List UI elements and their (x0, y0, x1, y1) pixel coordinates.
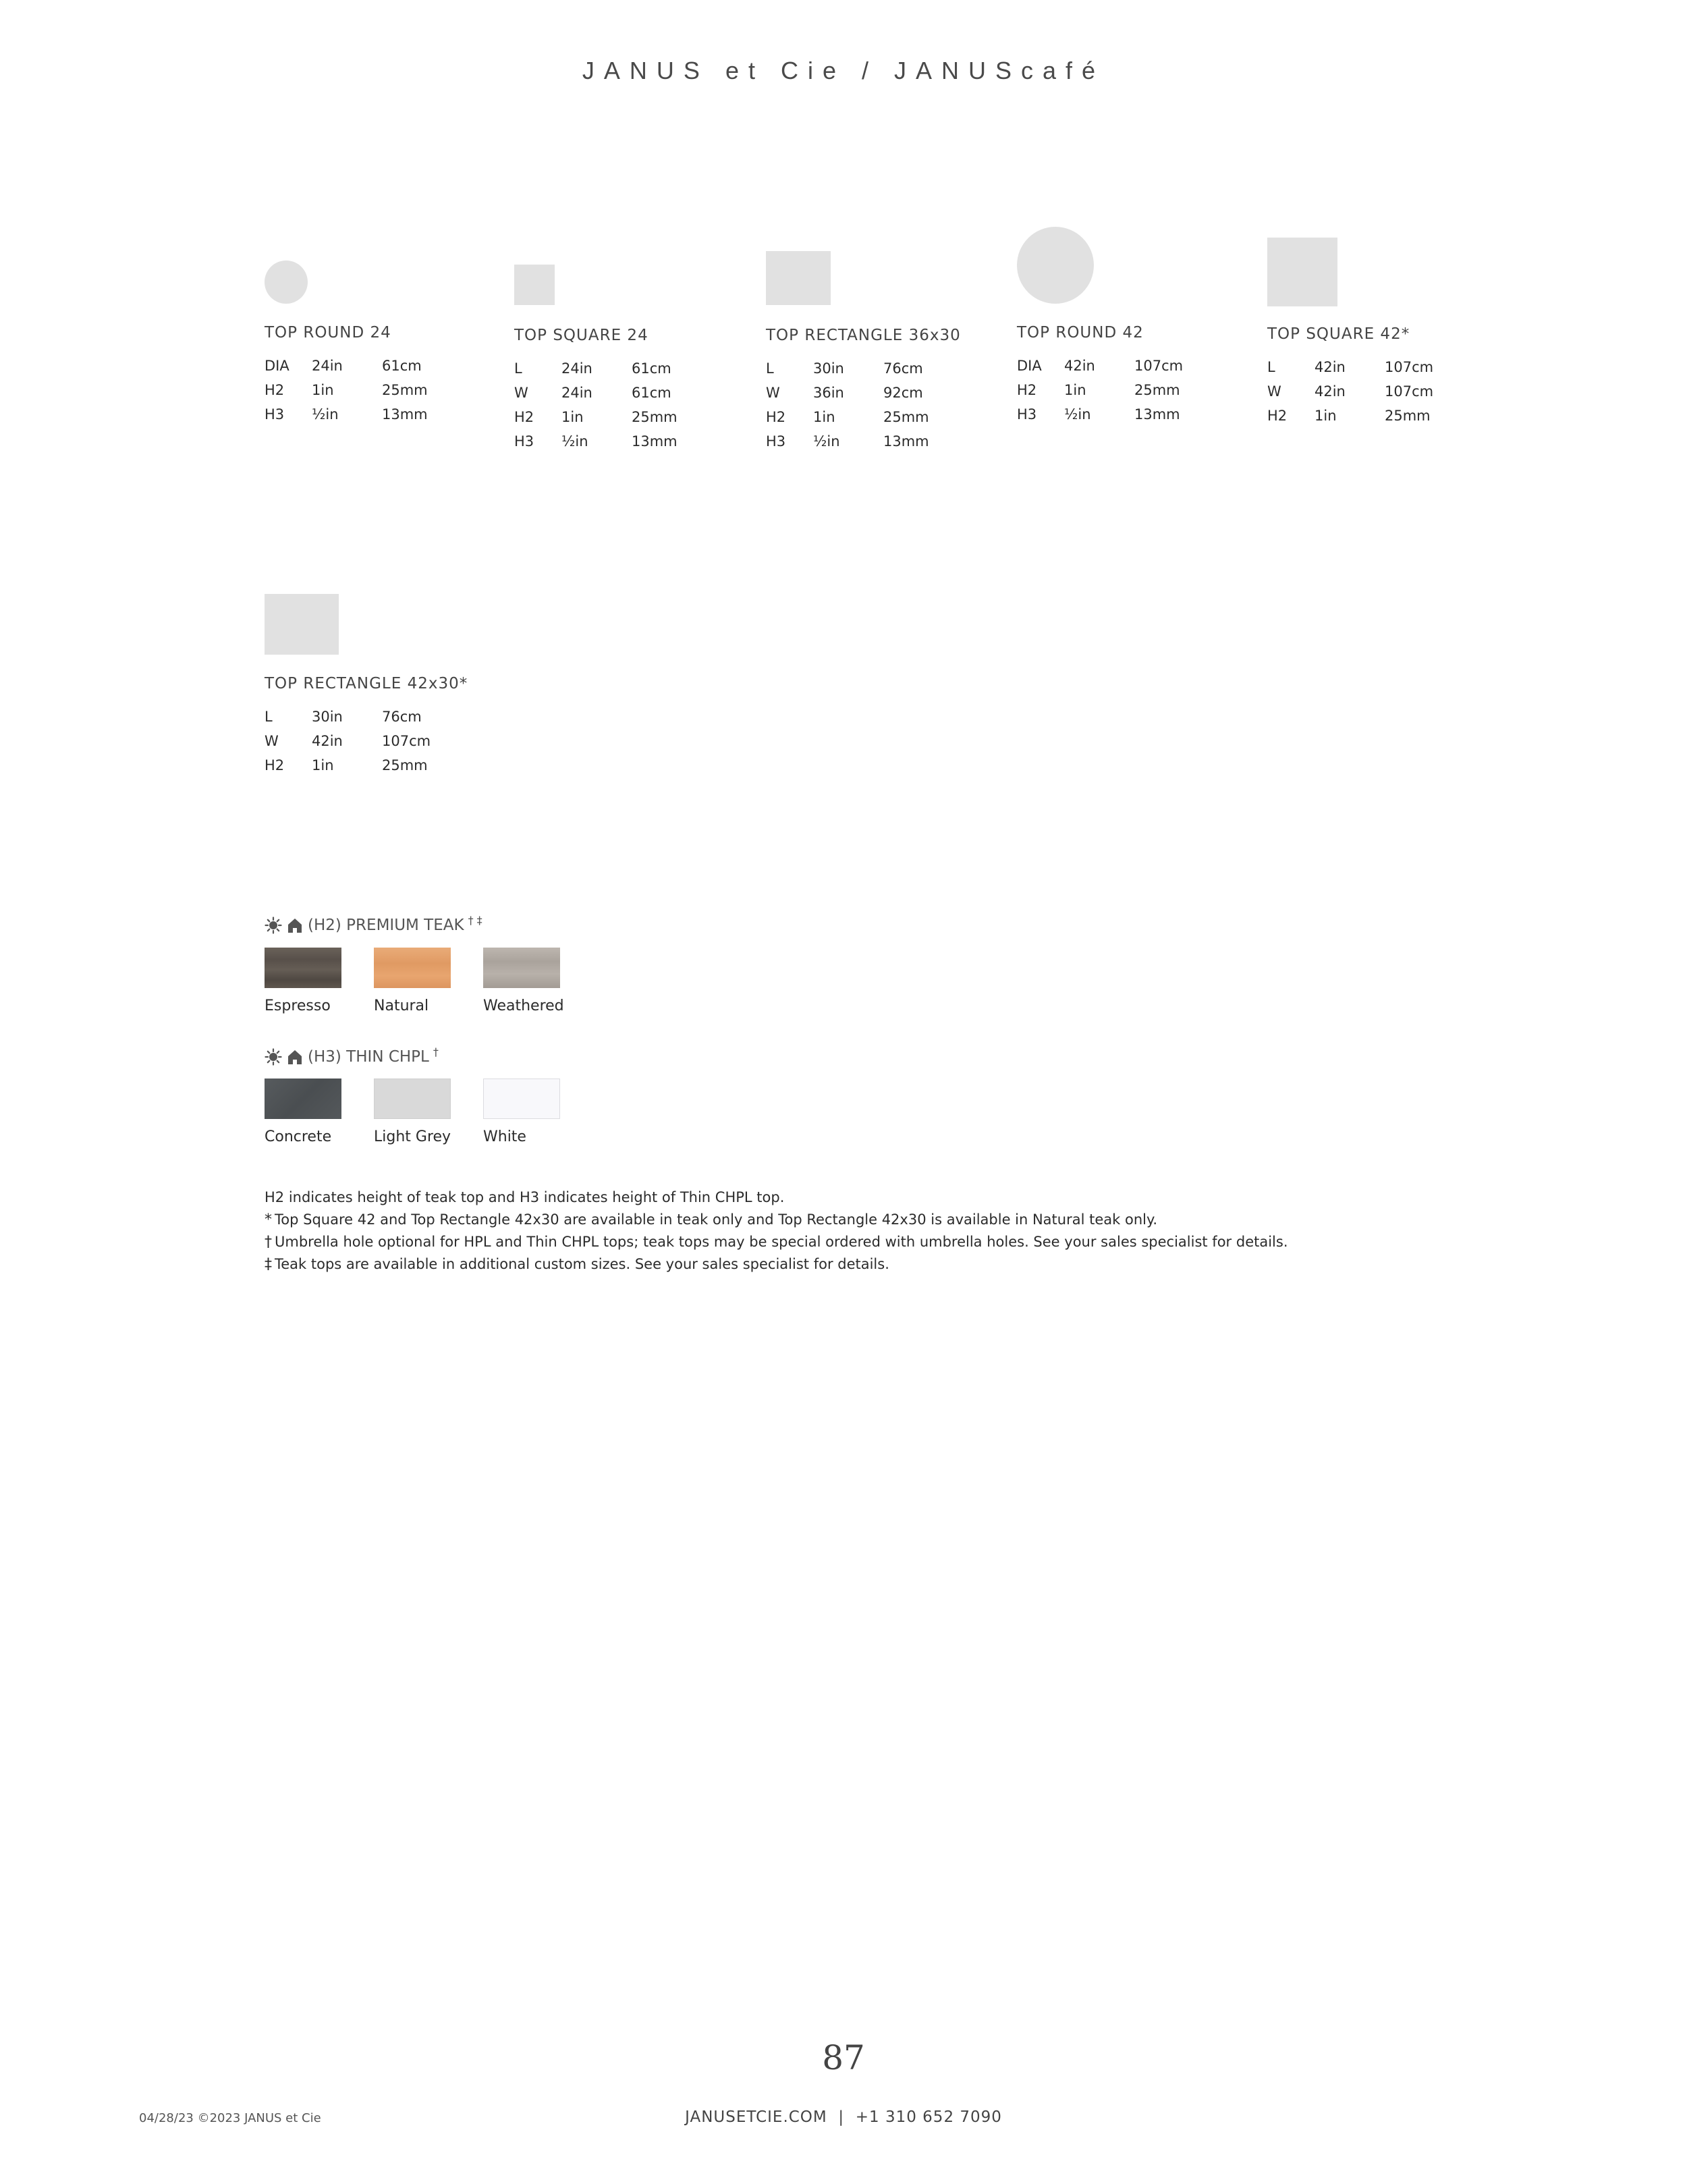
sun-icon (265, 917, 282, 934)
spec-label: L (766, 360, 774, 377)
spec-label: H3 (766, 433, 786, 449)
spec-label: H2 (265, 757, 285, 773)
product-title: TOP SQUARE 42* (1267, 325, 1410, 343)
house-icon (286, 917, 304, 934)
footnote (265, 1186, 1344, 1209)
spec-metric: 13mm (382, 406, 428, 422)
spec-row (1267, 383, 1470, 408)
spec-metric: 92cm (883, 385, 923, 401)
spec-label: H2 (265, 382, 285, 398)
spec-metric: 76cm (382, 709, 422, 725)
spec-label: L (514, 360, 522, 377)
footnote (265, 1231, 1344, 1253)
spec-metric: 25mm (382, 382, 428, 398)
spec-label: W (766, 385, 780, 401)
swatch-label-natural: Natural (374, 998, 429, 1014)
spec-metric: 107cm (1134, 358, 1184, 374)
finish-label: (H2) PREMIUM TEAK (308, 917, 464, 934)
footer-date-copyright: 04/28/23 ©2023 JANUS et Cie (139, 2111, 321, 2125)
finish-label: (H3) THIN CHPL (308, 1048, 429, 1066)
spec-label: DIA (265, 358, 289, 374)
spec-row (514, 433, 717, 458)
spec-inches: ½in (813, 433, 840, 449)
spec-label: H3 (265, 406, 285, 422)
product-top-rectangle-36x30 (766, 223, 995, 466)
product-title: TOP SQUARE 24 (514, 327, 648, 344)
spec-label: H2 (1017, 382, 1037, 398)
spec-metric: 61cm (632, 385, 671, 401)
swatch-label-light-grey: Light Grey (374, 1128, 451, 1145)
finish-header-thin-chpl (265, 1045, 439, 1066)
spec-inches: 42in (312, 733, 343, 749)
footer-contact: JANUSETCIE.COM | +1 310 652 7090 (685, 2108, 1002, 2126)
footnote-mark: † (265, 1234, 272, 1251)
spec-row (766, 409, 968, 433)
finish-footnote-marks: † (433, 1045, 439, 1058)
spec-inches: 1in (312, 757, 334, 773)
spec-row (1267, 408, 1470, 432)
spec-label: W (514, 385, 528, 401)
spec-inches: 30in (813, 360, 844, 377)
spec-label: H2 (766, 409, 786, 425)
footnotes (265, 1186, 1344, 1276)
spec-label: H3 (1017, 406, 1037, 422)
spec-inches: ½in (561, 433, 588, 449)
swatch-label-espresso: Espresso (265, 998, 331, 1014)
spec-inches: 42in (1064, 358, 1095, 374)
spec-label: W (1267, 383, 1281, 400)
product-title: TOP RECTANGLE 42x30* (265, 675, 468, 692)
swatch-label-weathered: Weathered (483, 998, 564, 1014)
spec-metric: 107cm (382, 733, 431, 749)
spec-metric: 107cm (1385, 359, 1434, 375)
spec-inches: 24in (561, 360, 592, 377)
spec-label: H3 (514, 433, 534, 449)
spec-metric: 25mm (883, 409, 929, 425)
spec-metric: 13mm (883, 433, 929, 449)
spec-row (514, 360, 717, 385)
swatch-natural (374, 948, 451, 988)
top-round-24-shape (265, 261, 308, 304)
spec-row (1267, 359, 1470, 383)
product-top-square-24 (514, 223, 730, 466)
spec-row (766, 433, 968, 458)
spec-inches: 30in (312, 709, 343, 725)
product-top-round-24 (265, 223, 480, 439)
footnote-text: H2 indicates height of teak top and H3 indicates height of Thin CHPL top. (265, 1189, 785, 1205)
swatch-label-white: White (483, 1128, 526, 1145)
spec-row (265, 733, 467, 757)
spec-metric: 25mm (382, 757, 428, 773)
spec-inches: ½in (312, 406, 339, 422)
spec-row (1017, 358, 1219, 382)
spec-row (265, 406, 467, 431)
product-title: TOP ROUND 24 (265, 324, 391, 342)
spec-metric: 76cm (883, 360, 923, 377)
spec-metric: 61cm (382, 358, 422, 374)
swatch-light-grey (374, 1079, 451, 1119)
spec-row (1017, 382, 1219, 406)
footnote (265, 1209, 1344, 1231)
sun-icon (265, 1048, 282, 1066)
house-icon (286, 1048, 304, 1066)
spec-row (766, 360, 968, 385)
spec-inches: 42in (1315, 383, 1346, 400)
swatch-weathered (483, 948, 560, 988)
top-rectangle-42x30-shape (265, 594, 339, 655)
spec-label: W (265, 733, 279, 749)
spec-row (514, 409, 717, 433)
spec-metric: 13mm (632, 433, 677, 449)
spec-inches: 24in (312, 358, 343, 374)
footnote (265, 1253, 1344, 1276)
spec-label: DIA (1017, 358, 1042, 374)
spec-row (265, 358, 467, 382)
spec-label: L (265, 709, 273, 725)
product-top-square-42 (1267, 223, 1483, 439)
spec-metric: 107cm (1385, 383, 1434, 400)
spec-row (514, 385, 717, 409)
spec-row (265, 382, 467, 406)
product-top-round-42 (1017, 223, 1233, 439)
footnote-text: Top Square 42 and Top Rectangle 42x30 are available in teak only and Top Rectangle 42x30 is available in Natural teak only. (275, 1211, 1158, 1228)
spec-metric: 25mm (1385, 408, 1431, 424)
spec-inches: 1in (312, 382, 334, 398)
top-square-24-shape (514, 265, 555, 305)
spec-label: H2 (1267, 408, 1288, 424)
product-title: TOP RECTANGLE 36x30 (766, 327, 961, 344)
spec-metric: 13mm (1134, 406, 1180, 422)
spec-row (1017, 406, 1219, 431)
top-rectangle-36x30-shape (766, 251, 831, 305)
spec-row (265, 709, 467, 733)
spec-inches: 36in (813, 385, 844, 401)
spec-inches: 1in (813, 409, 835, 425)
page-number: 87 (822, 2038, 865, 2077)
spec-row (265, 757, 467, 782)
swatch-white (483, 1079, 560, 1119)
spec-inches: 42in (1315, 359, 1346, 375)
spec-metric: 25mm (1134, 382, 1180, 398)
spec-inches: ½in (1064, 406, 1091, 422)
spec-metric: 25mm (632, 409, 677, 425)
swatch-espresso (265, 948, 341, 988)
swatch-label-concrete: Concrete (265, 1128, 332, 1145)
swatch-concrete (265, 1079, 341, 1119)
top-square-42-shape (1267, 238, 1337, 306)
spec-inches: 1in (1315, 408, 1337, 424)
spec-label: L (1267, 359, 1275, 375)
spec-metric: 61cm (632, 360, 671, 377)
footnote-text: Teak tops are available in additional custom sizes. See your sales specialist for details. (275, 1256, 889, 1272)
footnote-mark: ‡ (265, 1256, 272, 1273)
top-round-42-shape (1017, 227, 1094, 304)
product-title: TOP ROUND 42 (1017, 324, 1144, 342)
page-header: JANUS et Cie / JANUScafé (582, 57, 1105, 84)
footnote-text: Umbrella hole optional for HPL and Thin CHPL tops; teak tops may be special ordered with umbrella holes. See your sales specialist for details. (275, 1234, 1288, 1250)
spec-row (766, 385, 968, 409)
finish-header-premium-teak (265, 913, 482, 934)
finish-footnote-marks: † ‡ (468, 913, 482, 927)
product-top-rectangle-42x30 (265, 594, 507, 810)
spec-label: H2 (514, 409, 534, 425)
spec-inches: 1in (1064, 382, 1086, 398)
spec-inches: 1in (561, 409, 584, 425)
spec-inches: 24in (561, 385, 592, 401)
footnote-mark: * (265, 1211, 272, 1228)
